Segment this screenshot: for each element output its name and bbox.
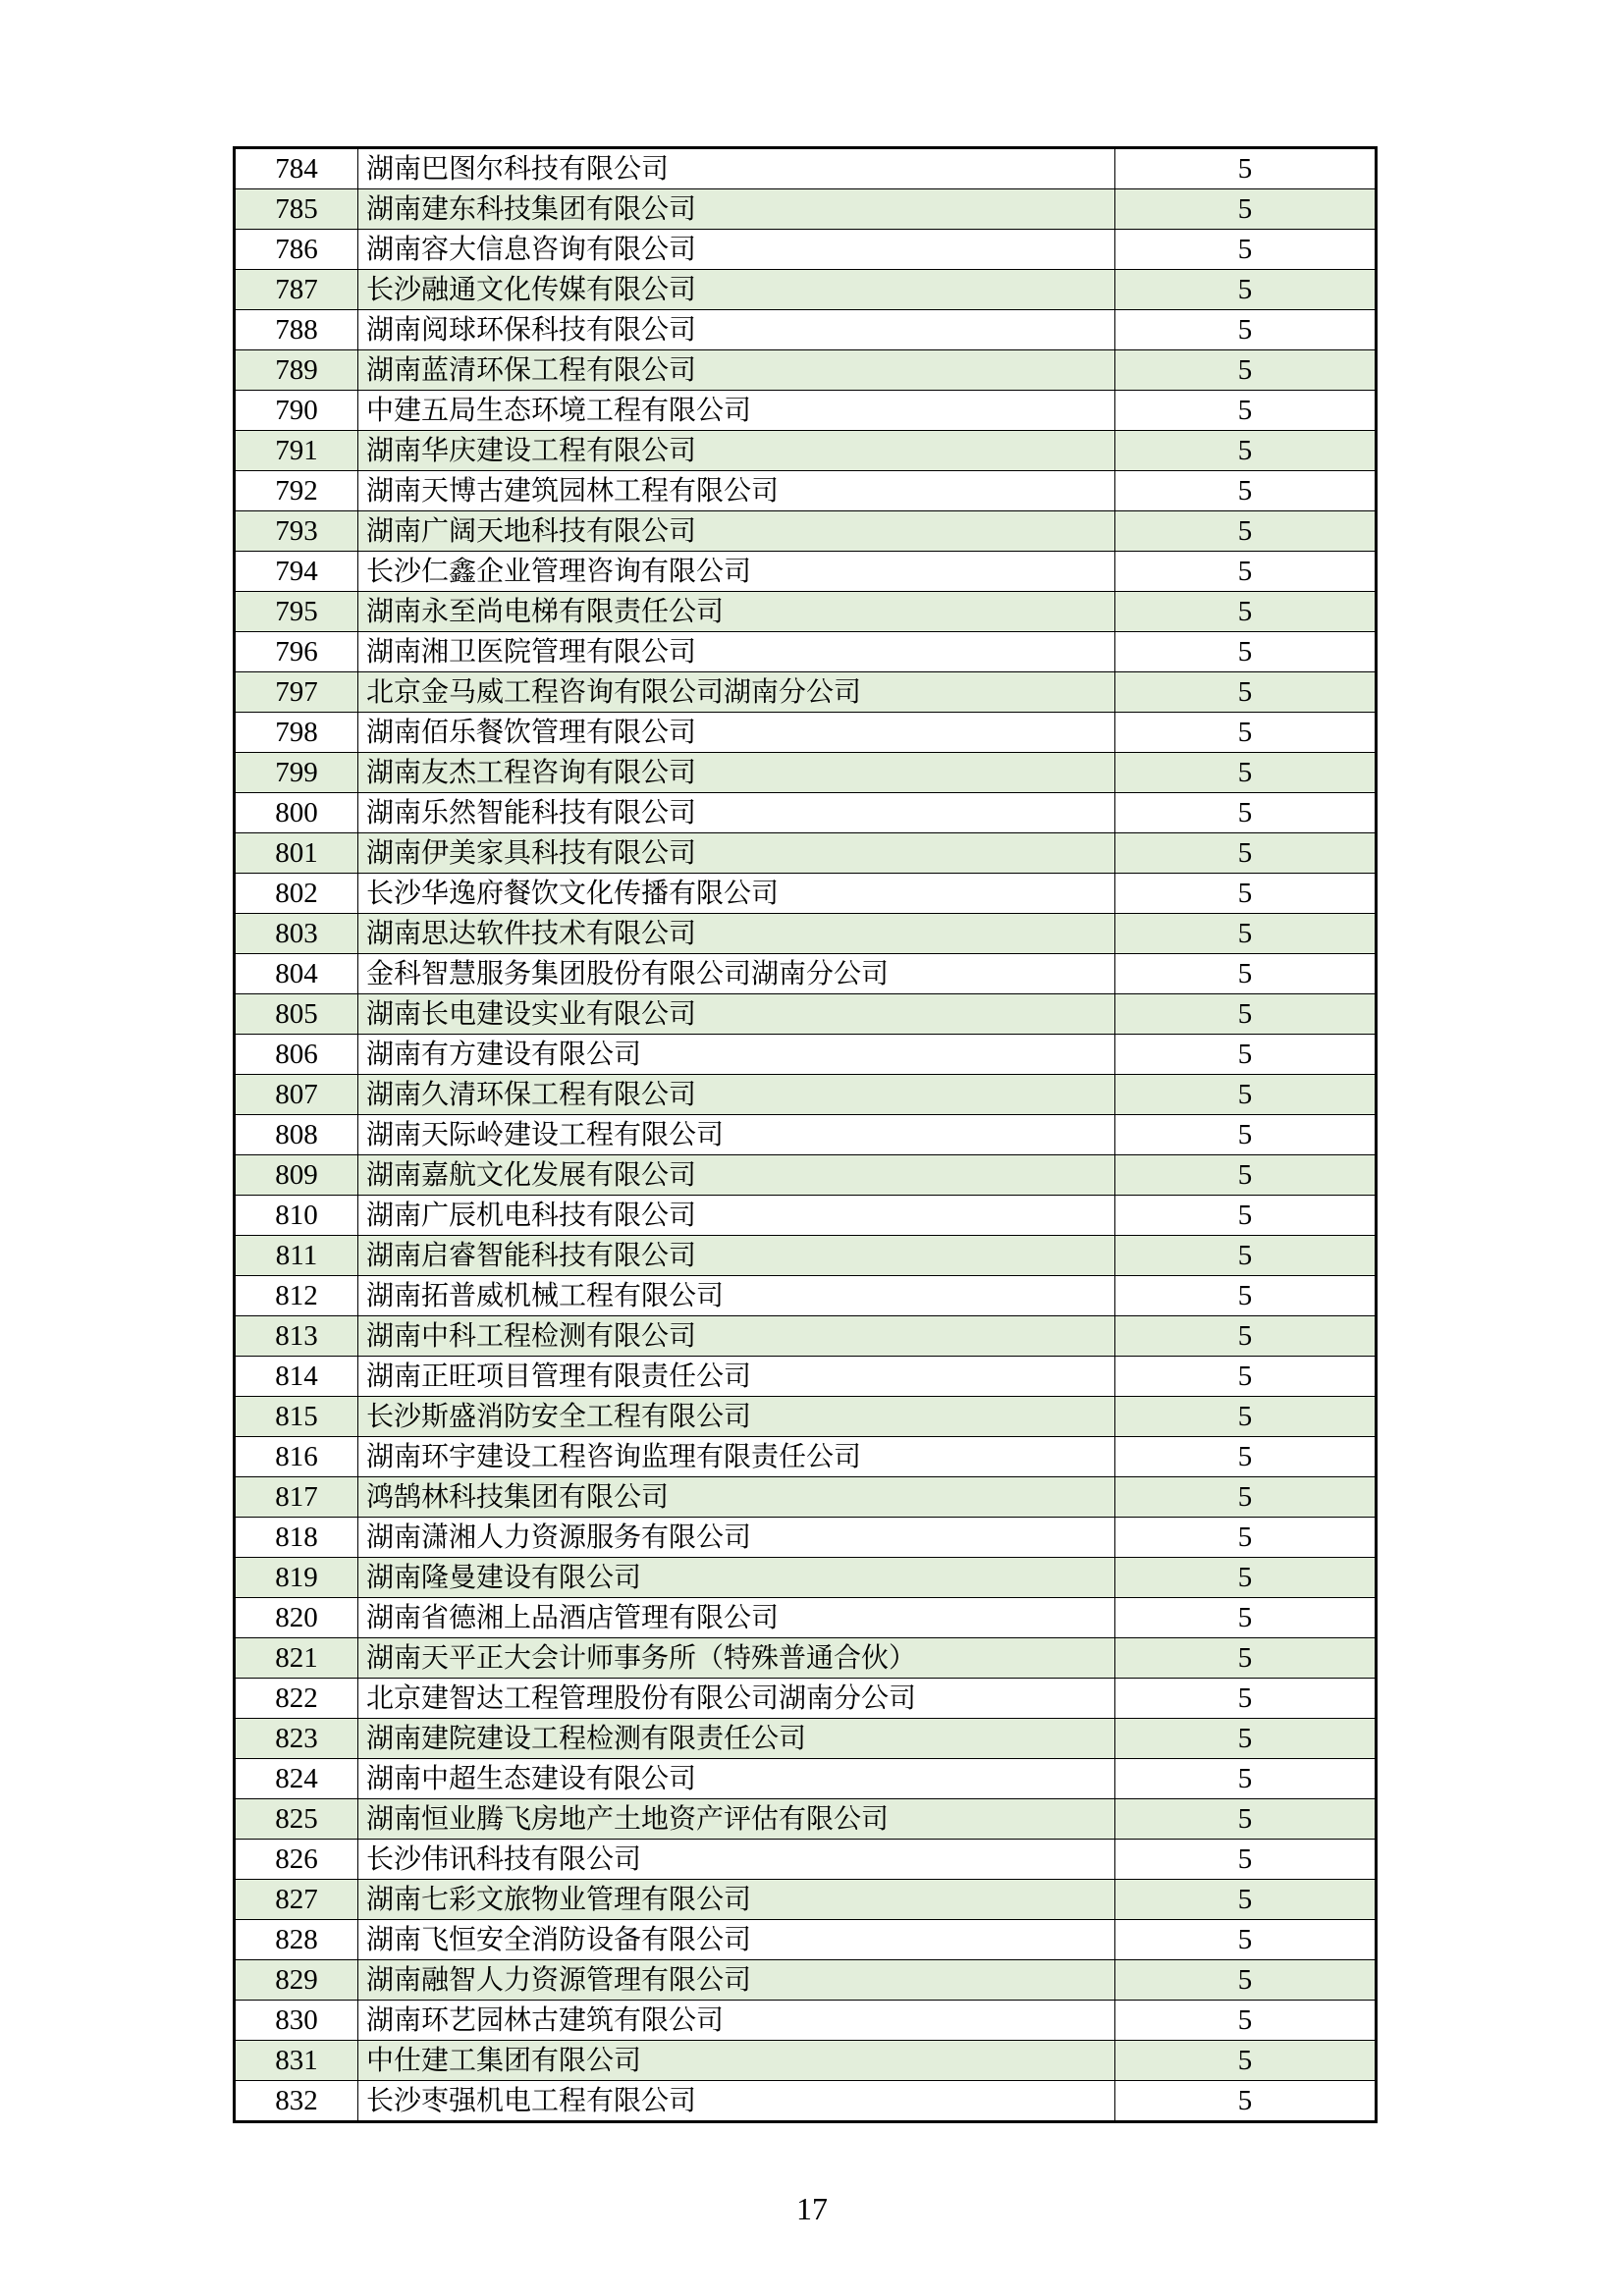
row-number: 784: [235, 148, 358, 189]
table-row: [235, 793, 1377, 833]
row-number: 824: [235, 1759, 358, 1799]
table-row: [235, 1518, 1377, 1558]
score-value: 5: [1115, 1960, 1377, 2001]
company-name: 湖南蓝清环保工程有限公司: [358, 350, 1115, 391]
company-name: 湖南阅球环保科技有限公司: [358, 310, 1115, 350]
table-row: [235, 1397, 1377, 1437]
company-name: 湖南拓普威机械工程有限公司: [358, 1276, 1115, 1316]
table-row: [235, 1598, 1377, 1638]
score-value: 5: [1115, 148, 1377, 189]
score-value: 5: [1115, 1638, 1377, 1679]
score-value: 5: [1115, 511, 1377, 552]
table-row: [235, 1477, 1377, 1518]
row-number: 789: [235, 350, 358, 391]
table-row: [235, 431, 1377, 471]
row-number: 794: [235, 552, 358, 592]
row-number: 786: [235, 230, 358, 270]
company-name: 北京建智达工程管理股份有限公司湖南分公司: [358, 1679, 1115, 1719]
score-value: 5: [1115, 1598, 1377, 1638]
company-name: 湖南乐然智能科技有限公司: [358, 793, 1115, 833]
company-name: 湖南融智人力资源管理有限公司: [358, 1960, 1115, 2001]
row-number: 832: [235, 2081, 358, 2122]
row-number: 811: [235, 1236, 358, 1276]
score-value: 5: [1115, 189, 1377, 230]
score-value: 5: [1115, 310, 1377, 350]
score-value: 5: [1115, 230, 1377, 270]
row-number: 830: [235, 2001, 358, 2041]
company-name: 湖南中超生态建设有限公司: [358, 1759, 1115, 1799]
table-row: [235, 1920, 1377, 1960]
table-row: [235, 874, 1377, 914]
table-row: [235, 914, 1377, 954]
row-number: 796: [235, 632, 358, 672]
row-number: 807: [235, 1075, 358, 1115]
company-name: 湖南嘉航文化发展有限公司: [358, 1155, 1115, 1196]
score-value: 5: [1115, 1759, 1377, 1799]
company-name: 湖南广阔天地科技有限公司: [358, 511, 1115, 552]
score-value: 5: [1115, 1558, 1377, 1598]
company-name: 湖南潇湘人力资源服务有限公司: [358, 1518, 1115, 1558]
company-name: 湖南天博古建筑园林工程有限公司: [358, 471, 1115, 511]
score-value: 5: [1115, 1719, 1377, 1759]
score-value: 5: [1115, 753, 1377, 793]
company-name: 湖南环宇建设工程咨询监理有限责任公司: [358, 1437, 1115, 1477]
score-value: 5: [1115, 1437, 1377, 1477]
row-number: 797: [235, 672, 358, 713]
score-value: 5: [1115, 1477, 1377, 1518]
table-row: [235, 713, 1377, 753]
score-value: 5: [1115, 1115, 1377, 1155]
company-name: 中建五局生态环境工程有限公司: [358, 391, 1115, 431]
row-number: 822: [235, 1679, 358, 1719]
score-value: 5: [1115, 2001, 1377, 2041]
company-name: 湖南久清环保工程有限公司: [358, 1075, 1115, 1115]
score-value: 5: [1115, 1679, 1377, 1719]
table-row: [235, 1840, 1377, 1880]
row-number: 810: [235, 1196, 358, 1236]
company-name: 湖南长电建设实业有限公司: [358, 994, 1115, 1035]
table-row: [235, 1960, 1377, 2001]
row-number: 800: [235, 793, 358, 833]
row-number: 827: [235, 1880, 358, 1920]
score-value: 5: [1115, 1276, 1377, 1316]
table-row: [235, 1075, 1377, 1115]
table-row: [235, 1799, 1377, 1840]
table-body: [235, 148, 1377, 2122]
table-row: [235, 1357, 1377, 1397]
table-row: [235, 1437, 1377, 1477]
company-name: 湖南思达软件技术有限公司: [358, 914, 1115, 954]
table-row: [235, 1035, 1377, 1075]
table-row: [235, 511, 1377, 552]
row-number: 788: [235, 310, 358, 350]
page-number: 17: [796, 2191, 828, 2226]
row-number: 795: [235, 592, 358, 632]
company-name: 湖南恒业腾飞房地产土地资产评估有限公司: [358, 1799, 1115, 1840]
company-name: 湖南有方建设有限公司: [358, 1035, 1115, 1075]
score-value: 5: [1115, 270, 1377, 310]
score-value: 5: [1115, 632, 1377, 672]
company-name: 湖南伊美家具科技有限公司: [358, 833, 1115, 874]
table-row: [235, 2081, 1377, 2122]
row-number: 808: [235, 1115, 358, 1155]
table-row: [235, 1558, 1377, 1598]
company-name: 长沙华逸府餐饮文化传播有限公司: [358, 874, 1115, 914]
company-name: 湖南巴图尔科技有限公司: [358, 148, 1115, 189]
row-number: 812: [235, 1276, 358, 1316]
row-number: 804: [235, 954, 358, 994]
row-number: 799: [235, 753, 358, 793]
score-value: 5: [1115, 914, 1377, 954]
company-name: 湖南省德湘上品酒店管理有限公司: [358, 1598, 1115, 1638]
score-value: 5: [1115, 391, 1377, 431]
score-value: 5: [1115, 2081, 1377, 2122]
table-row: [235, 1115, 1377, 1155]
row-number: 791: [235, 431, 358, 471]
company-name: 湖南容大信息咨询有限公司: [358, 230, 1115, 270]
score-value: 5: [1115, 833, 1377, 874]
row-number: 829: [235, 1960, 358, 2001]
company-name: 湖南正旺项目管理有限责任公司: [358, 1357, 1115, 1397]
row-number: 826: [235, 1840, 358, 1880]
table-row: [235, 1316, 1377, 1357]
table-row: [235, 1155, 1377, 1196]
row-number: 792: [235, 471, 358, 511]
company-name: 湖南启睿智能科技有限公司: [358, 1236, 1115, 1276]
score-value: 5: [1115, 1035, 1377, 1075]
score-value: 5: [1115, 1397, 1377, 1437]
row-number: 801: [235, 833, 358, 874]
table-row: [235, 1679, 1377, 1719]
table-row: [235, 1276, 1377, 1316]
company-name: 长沙枣强机电工程有限公司: [358, 2081, 1115, 2122]
row-number: 785: [235, 189, 358, 230]
company-name: 湖南建东科技集团有限公司: [358, 189, 1115, 230]
table-row: [235, 833, 1377, 874]
score-value: 5: [1115, 1357, 1377, 1397]
company-name: 湖南佰乐餐饮管理有限公司: [358, 713, 1115, 753]
row-number: 802: [235, 874, 358, 914]
table-row: [235, 189, 1377, 230]
row-number: 815: [235, 1397, 358, 1437]
table-row: [235, 552, 1377, 592]
row-number: 820: [235, 1598, 358, 1638]
table-row: [235, 391, 1377, 431]
score-value: 5: [1115, 1880, 1377, 1920]
score-value: 5: [1115, 874, 1377, 914]
score-value: 5: [1115, 592, 1377, 632]
table-row: [235, 230, 1377, 270]
score-value: 5: [1115, 552, 1377, 592]
row-number: 819: [235, 1558, 358, 1598]
company-name: 湖南友杰工程咨询有限公司: [358, 753, 1115, 793]
company-name: 北京金马威工程咨询有限公司湖南分公司: [358, 672, 1115, 713]
row-number: 825: [235, 1799, 358, 1840]
table-row: [235, 632, 1377, 672]
score-value: 5: [1115, 350, 1377, 391]
row-number: 793: [235, 511, 358, 552]
row-number: 814: [235, 1357, 358, 1397]
score-value: 5: [1115, 1316, 1377, 1357]
company-name: 湖南中科工程检测有限公司: [358, 1316, 1115, 1357]
row-number: 805: [235, 994, 358, 1035]
row-number: 809: [235, 1155, 358, 1196]
table-row: [235, 310, 1377, 350]
company-name: 鸿鹄林科技集团有限公司: [358, 1477, 1115, 1518]
table-row: [235, 1719, 1377, 1759]
company-name: 湖南湘卫医院管理有限公司: [358, 632, 1115, 672]
table-row: [235, 350, 1377, 391]
table-row: [235, 2001, 1377, 2041]
row-number: 823: [235, 1719, 358, 1759]
score-value: 5: [1115, 1518, 1377, 1558]
table-row: [235, 471, 1377, 511]
score-value: 5: [1115, 471, 1377, 511]
table-row: [235, 753, 1377, 793]
score-value: 5: [1115, 1075, 1377, 1115]
table-row: [235, 1236, 1377, 1276]
score-value: 5: [1115, 994, 1377, 1035]
score-value: 5: [1115, 1196, 1377, 1236]
company-name: 金科智慧服务集团股份有限公司湖南分公司: [358, 954, 1115, 994]
row-number: 813: [235, 1316, 358, 1357]
table-row: [235, 1759, 1377, 1799]
table-row: [235, 592, 1377, 632]
row-number: 803: [235, 914, 358, 954]
table-row: [235, 994, 1377, 1035]
table-row: [235, 2041, 1377, 2081]
row-number: 806: [235, 1035, 358, 1075]
company-name: 湖南建院建设工程检测有限责任公司: [358, 1719, 1115, 1759]
score-value: 5: [1115, 2041, 1377, 2081]
row-number: 818: [235, 1518, 358, 1558]
score-value: 5: [1115, 1799, 1377, 1840]
company-name: 湖南广辰机电科技有限公司: [358, 1196, 1115, 1236]
score-value: 5: [1115, 713, 1377, 753]
company-score-table: [233, 146, 1378, 2123]
table-row: [235, 672, 1377, 713]
score-value: 5: [1115, 793, 1377, 833]
row-number: 798: [235, 713, 358, 753]
company-name: 湖南永至尚电梯有限责任公司: [358, 592, 1115, 632]
table-row: [235, 270, 1377, 310]
company-name: 湖南华庆建设工程有限公司: [358, 431, 1115, 471]
score-value: 5: [1115, 1920, 1377, 1960]
table-row: [235, 1196, 1377, 1236]
table-row: [235, 954, 1377, 994]
score-value: 5: [1115, 1155, 1377, 1196]
table-row: [235, 148, 1377, 189]
company-name: 长沙仁鑫企业管理咨询有限公司: [358, 552, 1115, 592]
score-value: 5: [1115, 1236, 1377, 1276]
company-name: 湖南天平正大会计师事务所（特殊普通合伙）: [358, 1638, 1115, 1679]
company-name: 长沙融通文化传媒有限公司: [358, 270, 1115, 310]
company-name: 湖南飞恒安全消防设备有限公司: [358, 1920, 1115, 1960]
company-name: 湖南隆曼建设有限公司: [358, 1558, 1115, 1598]
table-row: [235, 1880, 1377, 1920]
row-number: 790: [235, 391, 358, 431]
company-name: 湖南七彩文旅物业管理有限公司: [358, 1880, 1115, 1920]
company-name: 湖南环艺园林古建筑有限公司: [358, 2001, 1115, 2041]
row-number: 817: [235, 1477, 358, 1518]
company-name: 长沙斯盛消防安全工程有限公司: [358, 1397, 1115, 1437]
table-row: [235, 1638, 1377, 1679]
score-value: 5: [1115, 1840, 1377, 1880]
row-number: 787: [235, 270, 358, 310]
company-name: 中仕建工集团有限公司: [358, 2041, 1115, 2081]
score-value: 5: [1115, 431, 1377, 471]
score-value: 5: [1115, 672, 1377, 713]
row-number: 831: [235, 2041, 358, 2081]
row-number: 828: [235, 1920, 358, 1960]
company-name: 长沙伟讯科技有限公司: [358, 1840, 1115, 1880]
company-name: 湖南天际岭建设工程有限公司: [358, 1115, 1115, 1155]
row-number: 821: [235, 1638, 358, 1679]
score-value: 5: [1115, 954, 1377, 994]
row-number: 816: [235, 1437, 358, 1477]
